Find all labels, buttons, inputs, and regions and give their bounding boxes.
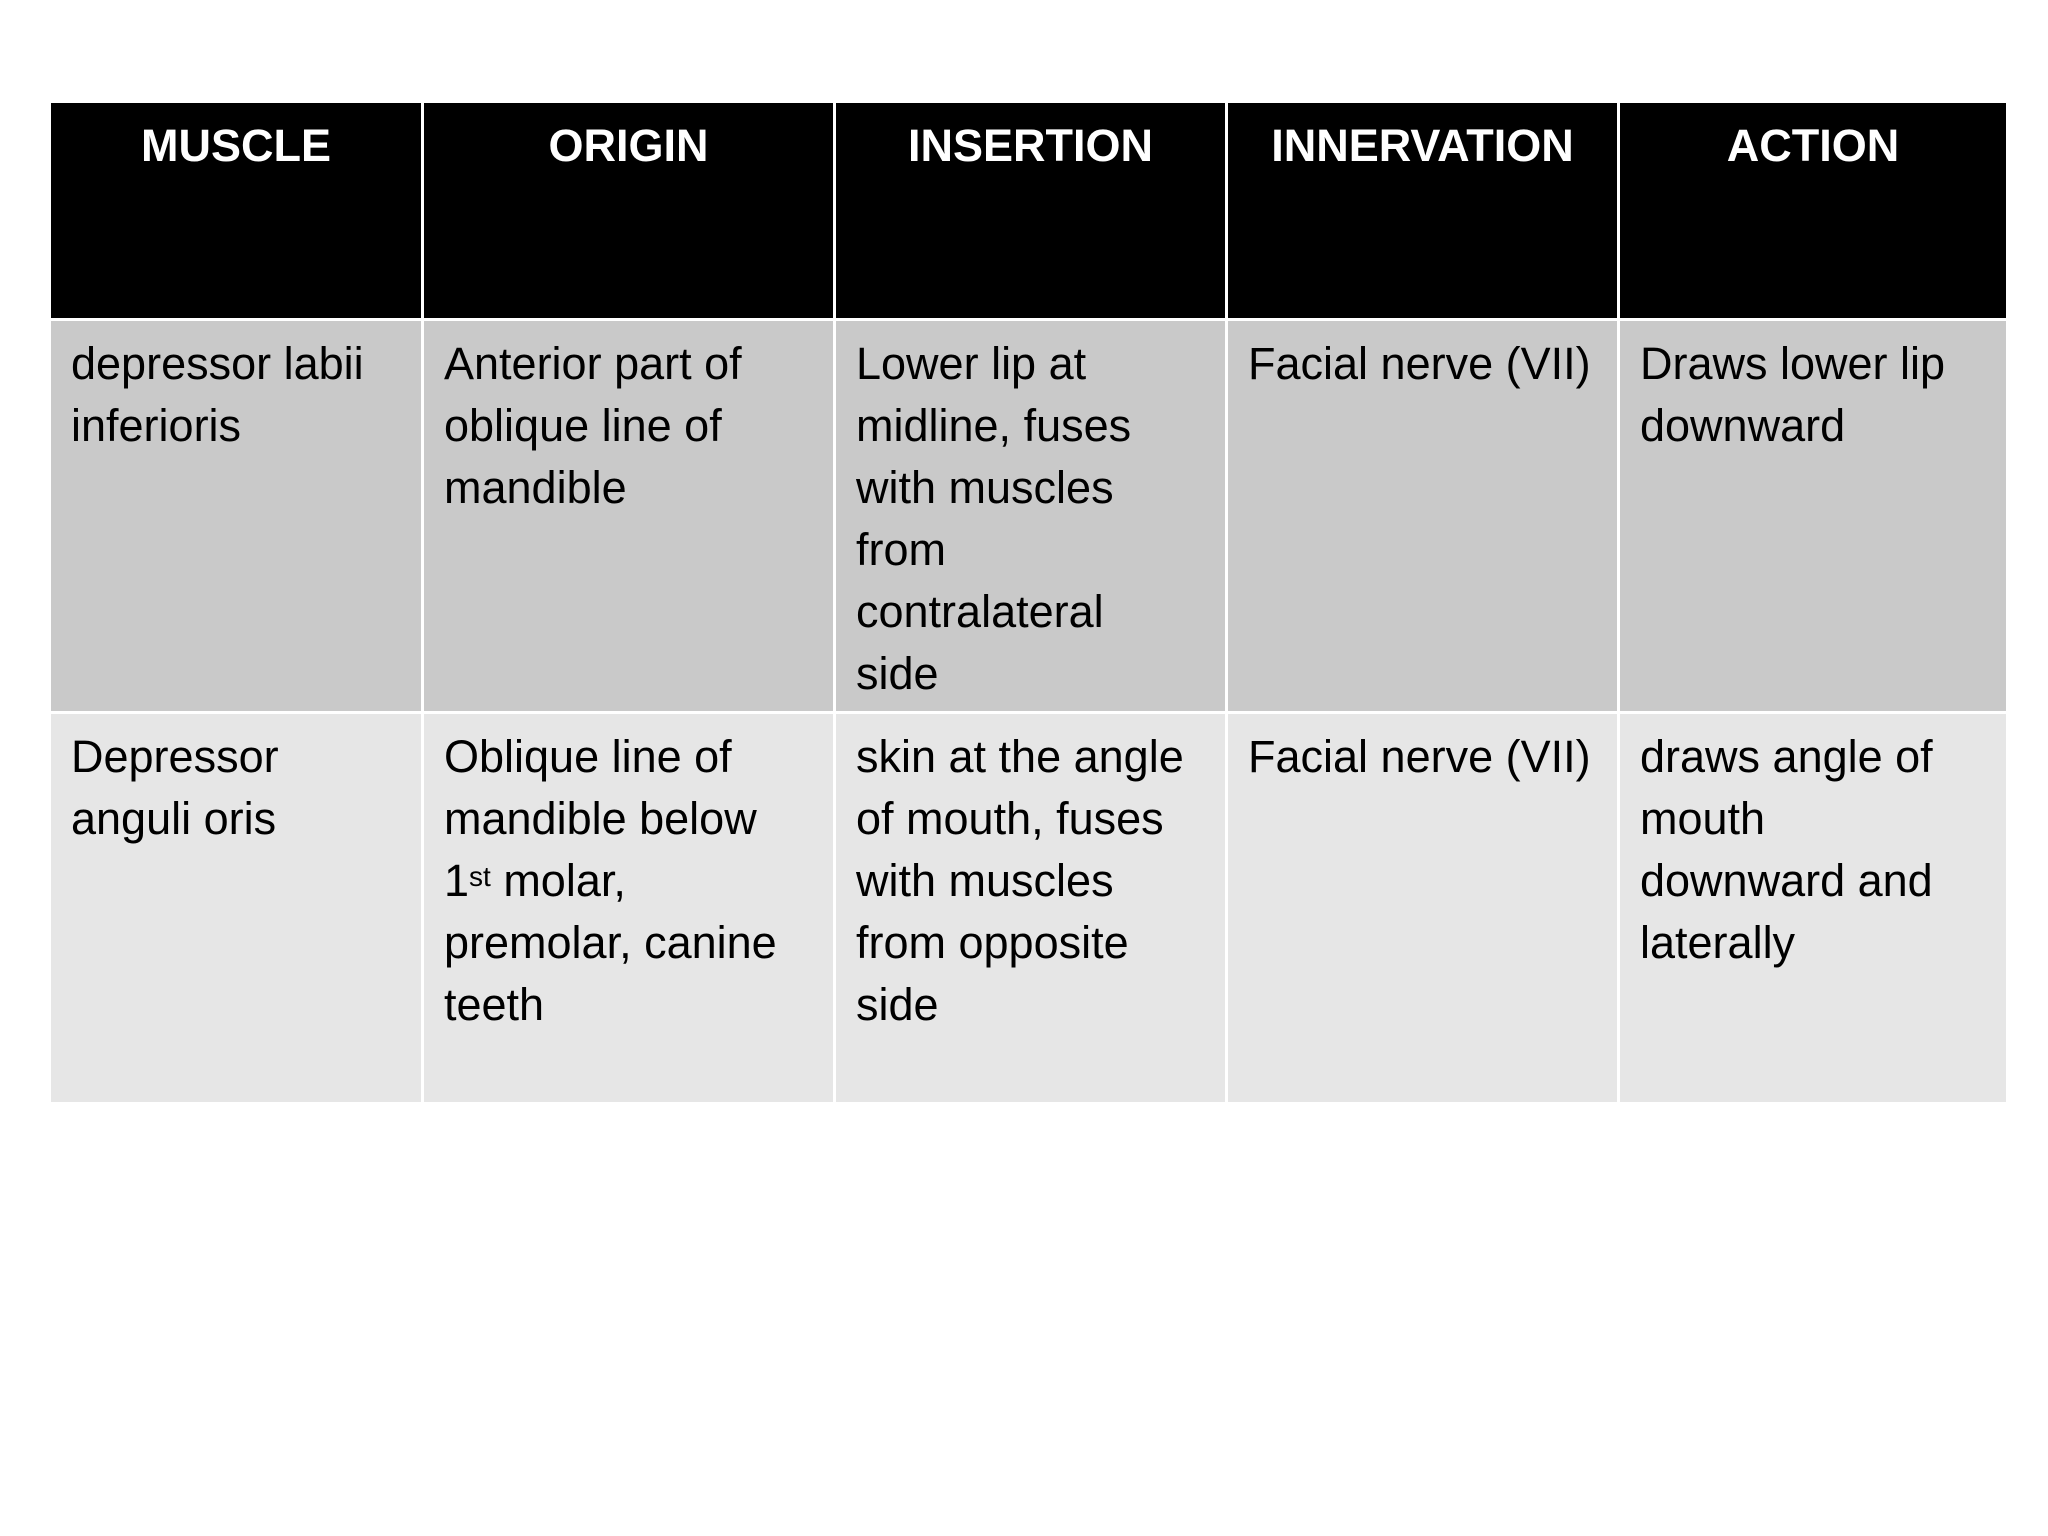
cell-text: Anterior part of oblique line of mandible	[444, 338, 742, 513]
table-row	[50, 320, 2008, 713]
cell-innervation	[1227, 320, 1619, 713]
cell-text: skin at the angle of mouth, fuses with muscles from opposite side	[856, 731, 1184, 1030]
cell-text: Depressor anguli oris	[71, 731, 279, 844]
cell-text: draws angle of mouth downward and laterally	[1640, 731, 1933, 968]
cell-origin	[423, 320, 835, 713]
cell-action	[1619, 320, 2008, 713]
cell-text: Lower lip at midline, fuses with muscles from contralateral side	[856, 338, 1132, 699]
header-action: ACTION	[1619, 102, 2008, 320]
table-row	[50, 713, 2008, 1104]
origin-superscript: st	[469, 861, 491, 892]
header-insertion: INSERTION	[835, 102, 1227, 320]
cell-insertion	[835, 713, 1227, 1104]
cell-origin	[423, 713, 835, 1104]
cell-action	[1619, 713, 2008, 1104]
origin-text-before: Oblique line of mandible below 1	[444, 731, 757, 906]
header-muscle: MUSCLE	[50, 102, 423, 320]
cell-text: Draws lower lip downward	[1640, 338, 1946, 451]
cell-text	[444, 714, 813, 1036]
cell-text: Facial nerve (VII)	[1248, 731, 1591, 782]
origin-text-after: molar, premolar, canine teeth	[444, 855, 777, 1030]
cell-muscle	[50, 320, 423, 713]
cell-text: Facial nerve (VII)	[1248, 338, 1591, 389]
table-header-row	[50, 102, 2008, 320]
cell-muscle	[50, 713, 423, 1104]
cell-innervation	[1227, 713, 1619, 1104]
header-innervation: INNERVATION	[1227, 102, 1619, 320]
cell-text: depressor labii inferioris	[71, 338, 364, 451]
muscle-table	[48, 100, 2009, 1105]
header-origin: ORIGIN	[423, 102, 835, 320]
cell-insertion	[835, 320, 1227, 713]
